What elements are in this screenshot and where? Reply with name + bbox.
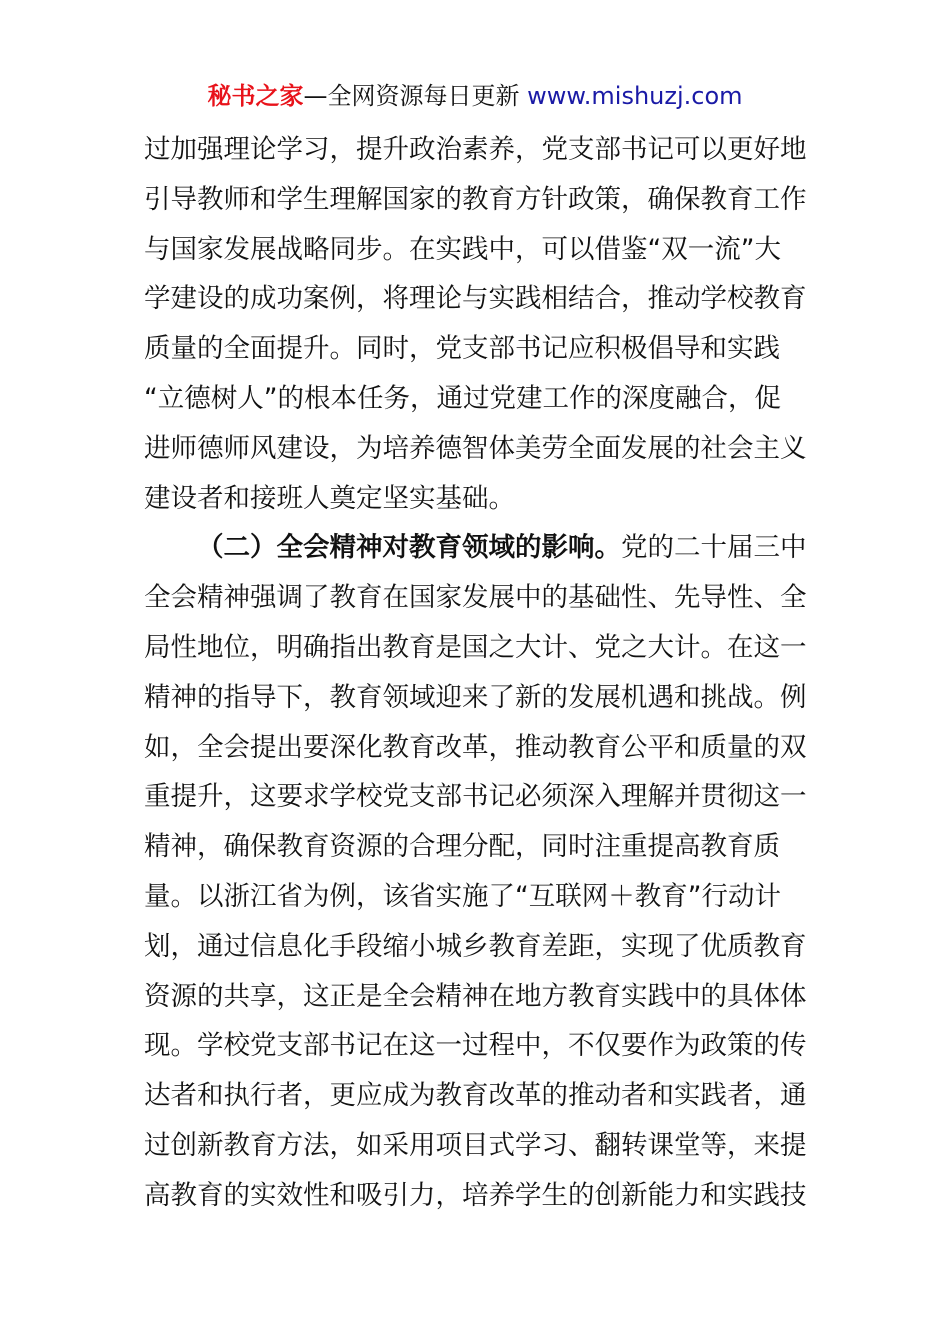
text-line: 过加强理论学习，提升政治素养，党支部书记可以更好地 bbox=[144, 134, 807, 165]
text-line: 划，通过信息化手段缩小城乡教育差距，实现了优质教育 bbox=[144, 930, 807, 962]
paragraph-section-two bbox=[144, 523, 814, 1220]
text-line: 现。学校党支部书记在这一过程中，不仅要作为政策的传 bbox=[144, 1030, 807, 1062]
text-line: 进师德师风建设，为培养德智体美劳全面发展的社会主义 bbox=[144, 432, 807, 464]
text-line: 过创新教育方法，如采用项目式学习、翻转课堂等，来提 bbox=[144, 1129, 807, 1161]
text-line: 与国家发展战略同步。在实践中，可以借鉴“双一流”大 bbox=[144, 233, 781, 265]
document-body bbox=[144, 125, 814, 1221]
site-tagline: —全网资源每日更新 bbox=[303, 82, 520, 110]
text-line: 精神，确保教育资源的合理分配，同时注重提高教育质 bbox=[144, 831, 780, 863]
section-heading: （二）全会精神对教育领域的影响。 bbox=[197, 532, 621, 564]
text-line: 如，全会提出要深化教育改革，推动教育公平和质量的双 bbox=[144, 731, 807, 763]
text-line: “立德树人”的根本任务，通过党建工作的深度融合，促 bbox=[144, 382, 781, 414]
text-line: 重提升，这要求学校党支部书记必须深入理解并贯彻这一 bbox=[144, 781, 807, 813]
text-line: 引导教师和学生理解国家的教育方针政策，确保教育工作 bbox=[144, 183, 807, 215]
text-line: 质量的全面提升。同时，党支部书记应积极倡导和实践 bbox=[144, 333, 780, 365]
paragraph-continued bbox=[144, 125, 814, 523]
text-line-first bbox=[144, 523, 814, 573]
text-line: 量。以浙江省为例，该省实施了“互联网＋教育”行动计 bbox=[144, 880, 781, 912]
site-url-link[interactable]: www.mishuzj.com bbox=[527, 82, 743, 110]
text-line: 高教育的实效性和吸引力，培养学生的创新能力和实践技 bbox=[144, 1179, 807, 1211]
site-brand: 秘书之家 bbox=[207, 82, 304, 110]
text-line: 资源的共享，这正是全会精神在地方教育实践中的具体体 bbox=[144, 980, 807, 1012]
text-line: 建设者和接班人奠定坚实基础。 bbox=[144, 482, 515, 514]
text-line: 学建设的成功案例，将理论与实践相结合，推动学校教育 bbox=[144, 283, 807, 315]
text-line: 局性地位，明确指出教育是国之大计、党之大计。在这一 bbox=[144, 631, 807, 663]
site-header bbox=[0, 80, 950, 112]
text-line: 全会精神强调了教育在国家发展中的基础性、先导性、全 bbox=[144, 582, 807, 614]
text-line: 达者和执行者，更应成为教育改革的推动者和实践者，通 bbox=[144, 1080, 807, 1112]
section-heading-rest: 党的二十届三中 bbox=[621, 532, 807, 564]
text-line: 精神的指导下，教育领域迎来了新的发展机遇和挑战。例 bbox=[144, 681, 807, 713]
